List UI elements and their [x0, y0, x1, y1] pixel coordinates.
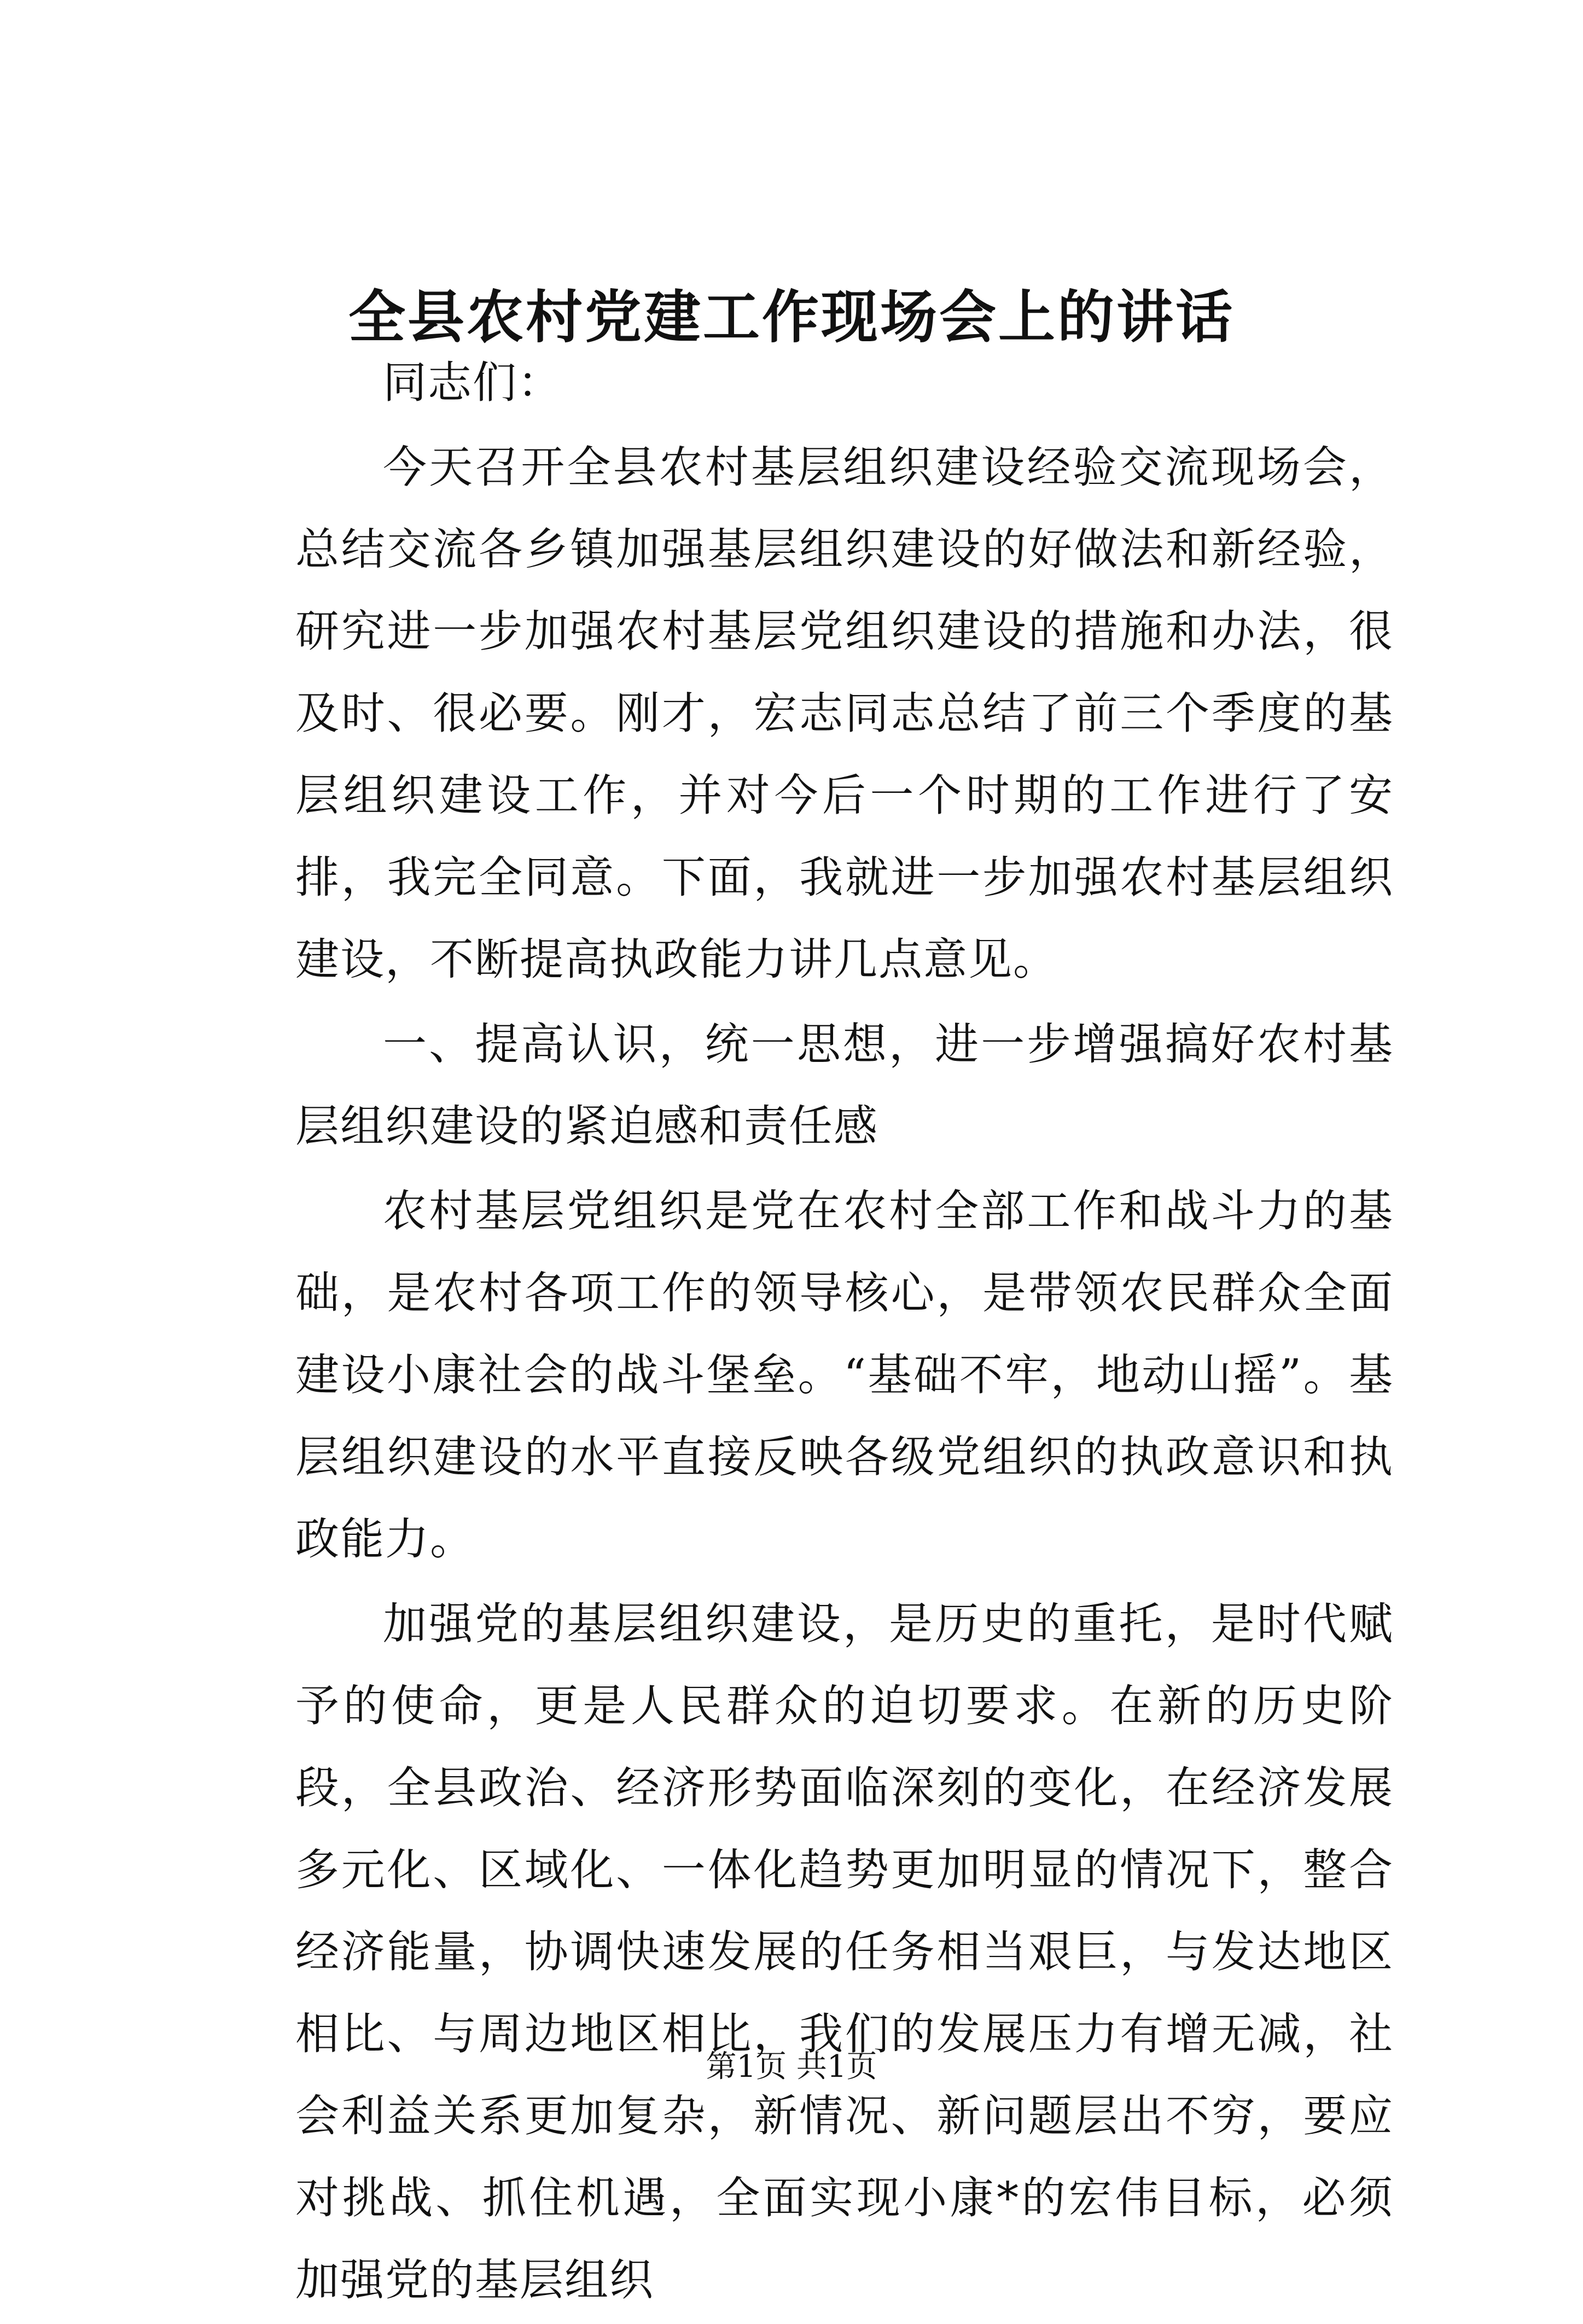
document-title: 全县农村党建工作现场会上的讲话	[348, 283, 1235, 351]
salutation-paragraph: 同志们：	[383, 357, 562, 408]
body-paragraph: 今天召开全县农村基层组织建设经验交流现场会，总结交流各乡镇加强基层组织建设的好做法和新经验，研究进一步加强农村基层党组织建设的措施和办法，很及时、很必要。刚才，宏志同志总结了前三个季度的基层组织建设工作，并对今后一个时期的工作进行了安排，我完全同意。下面，我就进一步加强农村基层组织建设，不断提高执政能力讲几点意见。	[295, 442, 1394, 985]
page-number-footer: 第1页 共1页	[706, 2049, 877, 2084]
body-paragraph: 加强党的基层组织建设，是历史的重托，是时代赋予的使命，更是人民群众的迫切要求。在新的历史阶段，全县政治、经济形势面临深刻的变化，在经济发展多元化、区域化、一体化趋势更加明显的情况下，整合经济能量，协调快速发展的任务相当艰巨，与发达地区相比、与周边地区相比，我们的发展压力有增无减，社会利益关系更加复杂，新情况、新问题层出不穷，要应对挑战、抓住机遇，全面实现小康*的宏伟目标，必须加强党的基层组织	[295, 1598, 1394, 2305]
document-body	[295, 342, 1394, 2324]
body-paragraph: 农村基层党组织是党在农村全部工作和战斗力的基础，是农村各项工作的领导核心，是带领农民群众全面建设小康社会的战斗堡垒。“基础不牢，地动山摇”。基层组织建设的水平直接反映各级党组织的执政意识和执政能力。	[295, 1186, 1394, 1564]
section-heading-1: 一、提高认识，统一思想，进一步增强搞好农村基层组织建设的紧迫感和责任感	[295, 1019, 1394, 1152]
